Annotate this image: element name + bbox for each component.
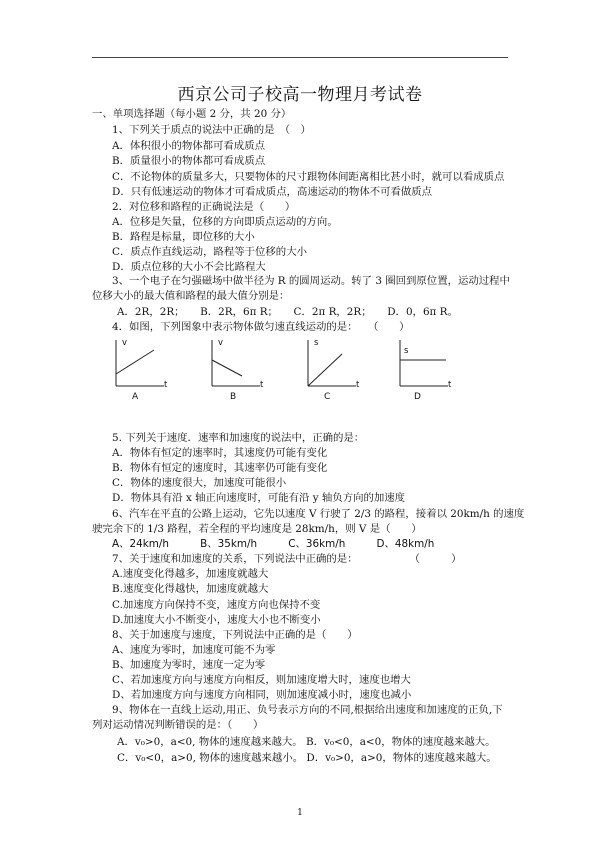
motion-graphs bbox=[102, 336, 452, 408]
graph-b-plot bbox=[198, 336, 264, 392]
question-2-option-c: C．质点作直线运动，路程等于位移的大小 bbox=[112, 246, 307, 258]
question-2-option-a: A．位移是矢量，位移的方向即质点运动的方向。 bbox=[112, 216, 338, 228]
question-1-option-d: D．只有低速运动的物体才可看成质点，高速运动的物体不可看做质点 bbox=[112, 186, 433, 198]
question-7-option-d: D.加速度大小不断变小，速度大小也不断变小 bbox=[112, 614, 321, 626]
question-3-stem-cont: 位移大小的最大值和路程的最大值分别是： bbox=[92, 290, 290, 302]
question-9-stem-cont: 列对运动情况判断错误的是：（ ） bbox=[92, 719, 264, 731]
graph-b-curve bbox=[212, 360, 242, 376]
question-2-option-b: B．路程是标量，即位移的大小 bbox=[112, 231, 255, 243]
graph-a-y-label: v bbox=[122, 338, 128, 348]
page-title: 西京公司子校高一物理月考试卷 bbox=[177, 85, 423, 105]
question-7-option-c: C.加速度方向保持不变，速度方向也保持不变 bbox=[112, 599, 321, 611]
graph-a-caption: A bbox=[132, 392, 139, 402]
graph-a-curve bbox=[116, 350, 154, 374]
question-5-option-b: B．物体有恒定的速度时，其速率仍可能有变化 bbox=[112, 462, 328, 474]
question-9-options-cd: C．v₀<0，a>0, 物体的速度越来越小。 D．v₀>0，a>0，物体的速度越来越大。 bbox=[117, 752, 497, 764]
question-6-options: A、24km/h B、35km/h C、36km/h D、48km/h bbox=[112, 538, 435, 550]
question-9-stem: 9、物体在一直线上运动,用正、负号表示方向的不同,根据给出速度和加速度的正负,下 bbox=[112, 704, 503, 716]
question-9-options-ab: A．v₀>0，a<0, 物体的速度越来越大。 B．v₀<0，a<0，物体的速度越来越大。 bbox=[117, 736, 496, 748]
graph-b-caption: B bbox=[230, 392, 237, 402]
graph-c-caption: C bbox=[324, 392, 331, 402]
graph-d-x-label: t bbox=[448, 380, 452, 390]
graph-d-plot bbox=[386, 336, 452, 392]
question-2-stem: 2．对位移和路程的正确说法是（ ） bbox=[112, 201, 296, 213]
question-6-stem: 6、汽车在平直的公路上运动，它先以速度 V 行驶了 2/3 的路程，接着以 20km/h 的速度 bbox=[112, 508, 525, 520]
question-5-option-d: D．物体具有沿 x 轴正向速度时，可能有沿 y 轴负方向的加速度 bbox=[112, 492, 406, 504]
question-3-options: A．2R，2R； B．2R，6π R； C．2π R，2R； D．0，6π R。 bbox=[117, 306, 458, 318]
graph-b-y-label: v bbox=[218, 338, 224, 348]
question-8-option-d: D、若加速度方向与速度方向相同，则加速度减小时，速度也减小 bbox=[112, 689, 412, 701]
graph-d-caption: D bbox=[414, 392, 421, 402]
question-5-option-a: A．物体有恒定的速率时，其速度仍可能有变化 bbox=[112, 447, 328, 459]
graph-a bbox=[102, 336, 168, 408]
question-1-option-c: C．不论物体的质量多大，只要物体的尺寸跟物体间距离相比甚小时，就可以看成质点 bbox=[112, 171, 505, 183]
question-8-option-a: A、速度为零时，加速度可能不为零 bbox=[112, 644, 276, 656]
question-6-stem-cont: 驶完余下的 1/3 路程，若全程的平均速度是 28km/h，则 V 是（ ） bbox=[92, 523, 422, 535]
question-5-option-c: C．物体的速度很大，加速度可能很小 bbox=[112, 477, 287, 489]
question-1-option-a: A．体积很小的物体都可看成质点 bbox=[112, 140, 265, 152]
graph-a-plot bbox=[102, 336, 168, 392]
graph-a-x-label: t bbox=[164, 380, 168, 390]
question-1-option-b: B．质量很小的物体都可看成质点 bbox=[112, 155, 266, 167]
header-rule bbox=[92, 57, 508, 58]
question-5-stem: 5. 下列关于速度．速率和加速度的说法中，正确的是： bbox=[112, 432, 365, 444]
question-8-option-c: C、若加速度方向与速度方向相反，则加速度增大时，速度也增大 bbox=[112, 674, 411, 686]
section-heading: 一、单项选择题（每小题 2 分，共 20 分） bbox=[92, 108, 292, 120]
graph-c-curve bbox=[308, 354, 342, 386]
graph-c bbox=[294, 336, 360, 408]
question-7-option-a: A.速度变化得越多，加速度就越大 bbox=[112, 568, 269, 580]
graph-c-x-label: t bbox=[356, 380, 360, 390]
graph-b bbox=[198, 336, 264, 408]
question-4-stem: 4．如图，下列图象中表示物体做匀速直线运动的是： （ ） bbox=[112, 321, 410, 333]
question-8-stem: 8、关于加速度与速度，下列说法中正确的是（ ） bbox=[112, 629, 358, 641]
question-8-option-b: B、加速度为零时，速度一定为零 bbox=[112, 659, 266, 671]
question-2-option-d: D．质点位移的大小不会比路程大 bbox=[112, 261, 266, 273]
question-1-stem: 1、下列关于质点的说法中正确的是 （ ） bbox=[112, 124, 311, 136]
graph-d bbox=[386, 336, 452, 408]
question-7-stem: 7、关于速度和加速度的关系，下列说法中正确的是： （ ） bbox=[112, 553, 462, 565]
graph-c-y-label: s bbox=[314, 338, 319, 348]
graph-d-y-label: s bbox=[404, 346, 409, 356]
graph-b-x-label: t bbox=[260, 380, 264, 390]
question-7-option-b: B.速度变化得越快，加速度就越大 bbox=[112, 583, 269, 595]
graph-c-plot bbox=[294, 336, 360, 392]
question-3-stem: 3、一个电子在匀强磁场中做半径为 R 的圆周运动。转了 3 圈回到原位置，运动过程中 bbox=[112, 275, 510, 287]
page-number: 1 bbox=[297, 808, 303, 818]
